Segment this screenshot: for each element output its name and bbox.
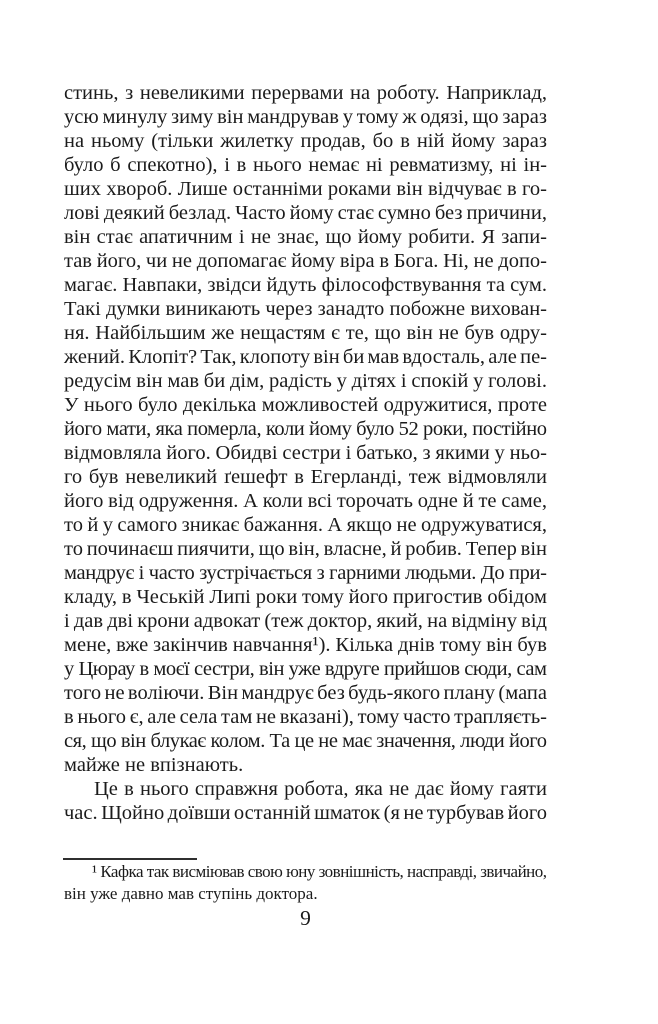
- text-line-content: його мати, яка померла, коли йому було 52 роки, постійно: [64, 418, 547, 440]
- text-line: [64, 201, 547, 225]
- text-line: [64, 273, 547, 297]
- text-line: [64, 705, 547, 729]
- text-line: [64, 657, 547, 681]
- text-line: [64, 609, 547, 633]
- text-line-content: лові деякий безлад. Часто йому стає сумно без причини,: [64, 202, 547, 224]
- text-line-content: його від одруження. А коли всі торочать одне й те саме,: [64, 490, 547, 512]
- text-line: [64, 369, 547, 393]
- text-line: [64, 777, 547, 801]
- text-line: [64, 393, 547, 417]
- text-line: [64, 801, 547, 825]
- text-line: [64, 81, 547, 105]
- text-line-content: Такі думки виникають через занадто побожне вихован-: [64, 298, 547, 320]
- text-line: [64, 177, 547, 201]
- text-line-content: відмовляла його. Обидві сестри і батько, з якими у ньо-: [64, 442, 547, 464]
- text-line-content: в нього є, але села там не вказані), тому часто трапляєть-: [64, 706, 547, 728]
- text-line: [64, 441, 547, 465]
- text-line-content: того не воліючи. Він мандрує без будь-якого плану (мапа: [64, 682, 547, 704]
- text-line-content: кладу, в Чеській Липі роки тому його пригостив обідом: [64, 586, 547, 608]
- text-line-content: редусім він мав би дім, радість у дітях і спокій у голові.: [64, 370, 547, 392]
- text-line-content: мене, вже закінчив навчання¹). Кілька днів тому він був: [64, 634, 547, 656]
- text-line-content: то починаєш пиячити, що він, власне, й робив. Тепер він: [64, 538, 547, 560]
- text-line: [64, 633, 547, 657]
- text-line-content: магає. Навпаки, звідси йдуть філософствування та сум.: [64, 274, 547, 296]
- text-line-content: ся, що він блукає колом. Та це не має значення, люди його: [64, 730, 547, 752]
- text-line-content: він стає апатичним і не знає, що йому робити. Я запи-: [64, 226, 547, 248]
- text-line: [64, 129, 547, 153]
- text-line-content: на ньому (тільки жилетку продав, бо в ній йому зараз: [64, 130, 547, 152]
- text-line-content: ня. Найбільшим же нещастям є те, що він не був одру-: [64, 322, 547, 344]
- text-line: [64, 537, 547, 561]
- text-line: [64, 417, 547, 441]
- text-line-content: го був невеликий ґешефт в Егерланді, теж відмовляли: [64, 466, 547, 488]
- text-line-content: тав його, чи не допомагає йому віра в Бога. Ні, не допо-: [64, 250, 547, 272]
- footnote-block: [64, 861, 547, 905]
- text-line-content: у Цюрау в моєї сестри, він уже вдруге прийшов сюди, сам: [64, 658, 547, 680]
- main-text-block: [64, 81, 547, 825]
- text-line: [64, 345, 547, 369]
- text-line: [64, 681, 547, 705]
- text-line-content: Це в нього справжня робота, яка не дає йому гаяти: [94, 778, 547, 800]
- page-number: 9: [300, 906, 311, 930]
- text-line: [64, 249, 547, 273]
- text-line-content: то й у самого зникає бажання. А якщо не одружуватися,: [64, 514, 547, 536]
- text-line-content: час. Щойно доївши останній шматок (я не турбував його: [64, 802, 547, 824]
- text-line-content: мандрує і часто зустрічається з гарними людьми. До при-: [64, 562, 547, 584]
- text-line: [64, 883, 547, 905]
- text-line-content: майже не впізнають.: [64, 754, 244, 776]
- text-line-content: ¹ Кафка так висміював свою юну зовнішність, насправді, звичайно,: [92, 862, 547, 881]
- text-line-content: У нього було декілька можливостей одружитися, проте: [64, 394, 547, 416]
- text-line: [64, 489, 547, 513]
- text-line-content: жений. Клопіт? Так, клопоту він би мав вдосталь, але пе-: [64, 346, 547, 368]
- text-line: [64, 297, 547, 321]
- text-line: [64, 729, 547, 753]
- text-line: [64, 513, 547, 537]
- text-line-content: усю минулу зиму він мандрував у тому ж одязі, що зараз: [64, 106, 547, 128]
- text-line-content: ших хвороб. Лише останніми роками він відчуває в го-: [64, 178, 547, 200]
- text-line-content: і дав дві крони адвокат (теж доктор, який, на відміну від: [64, 610, 547, 632]
- text-line-content: стинь, з невеликими перервами на роботу. Наприклад,: [64, 82, 547, 104]
- text-line: [64, 861, 547, 883]
- text-line-content: було б спекотно), і в нього немає ні ревматизму, ні ін-: [64, 154, 547, 176]
- text-line: [64, 225, 547, 249]
- text-line: [64, 321, 547, 345]
- text-line: [64, 561, 547, 585]
- text-line: [64, 153, 547, 177]
- footnote-separator: [63, 858, 197, 860]
- text-line: [64, 105, 547, 129]
- text-line-content: він уже давно мав ступінь доктора.: [64, 884, 318, 903]
- text-line: [64, 465, 547, 489]
- text-line: [64, 585, 547, 609]
- text-line: [64, 753, 547, 777]
